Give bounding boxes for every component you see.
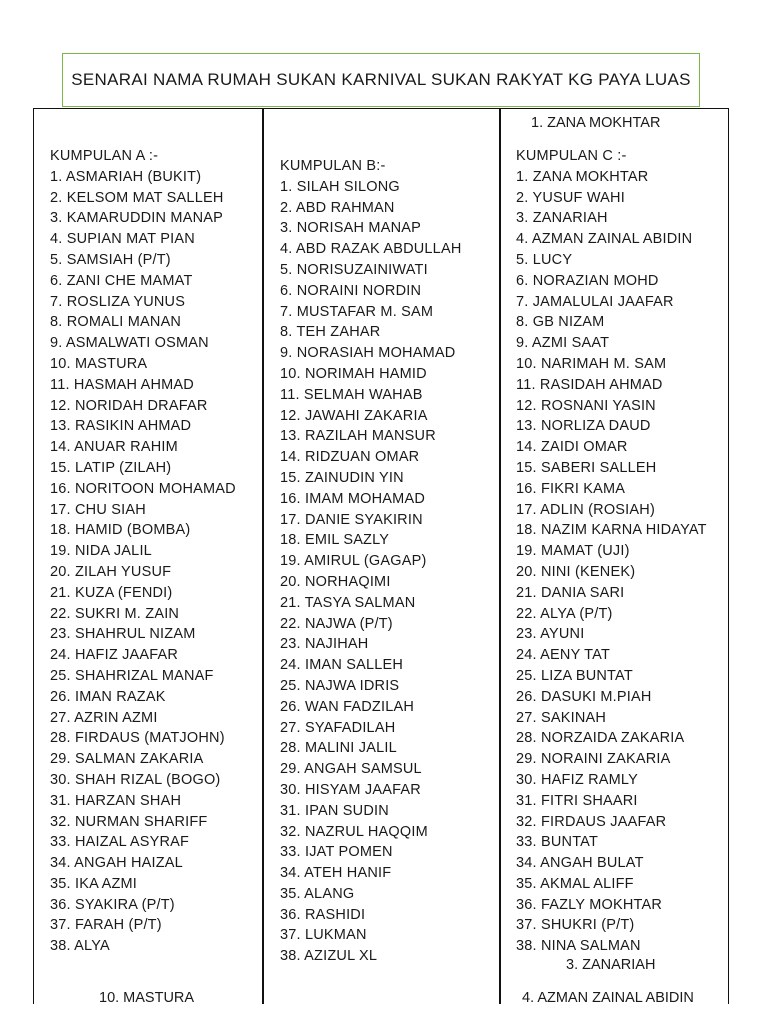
stray-bottom-entry: 10. MASTURA xyxy=(99,990,195,1006)
member-list-item: 18. NAZIM KARNA HIDAYAT xyxy=(516,522,707,539)
member-list-item: 5. NORISUZAINIWATI xyxy=(280,261,428,278)
member-list-item: 23. NAJIHAH xyxy=(280,636,369,653)
member-list-item: 36. RASHIDI xyxy=(280,906,366,923)
stray-bottom-entry: 4. AZMAN ZAINAL ABIDIN xyxy=(522,990,694,1006)
member-list-item: 30. HAFIZ RAMLY xyxy=(516,771,638,788)
member-list-item: 30. HISYAM JAAFAR xyxy=(280,781,421,798)
column-divider xyxy=(499,108,501,1004)
member-list-item: 4. ABD RAZAK ABDULLAH xyxy=(280,241,462,258)
member-list-item: 8. TEH ZAHAR xyxy=(280,324,381,341)
member-list-item: 2. ABD RAHMAN xyxy=(280,199,395,216)
member-list-item: 13. RAZILAH MANSUR xyxy=(280,428,436,445)
member-list-item: 11. SELMAH WAHAB xyxy=(280,386,423,403)
member-list-item: 25. NAJWA IDRIS xyxy=(280,677,400,694)
member-list-item: 18. EMIL SAZLY xyxy=(280,532,390,549)
member-list-item: 1. ASMARIAH (BUKIT) xyxy=(50,168,202,185)
member-list-item: 31. IPAN SUDIN xyxy=(280,802,389,819)
member-list-item: 32. NAZRUL HAQQIM xyxy=(280,823,428,840)
member-list-item: 26. IMAN RAZAK xyxy=(50,688,166,705)
member-list-item: 33. IJAT POMEN xyxy=(280,844,393,861)
page-title: SENARAI NAMA RUMAH SUKAN KARNIVAL SUKAN RAKYAT KG PAYA LUAS xyxy=(71,70,691,89)
member-list-item: 3. ZANARIAH xyxy=(516,210,608,227)
member-list-item: 3. KAMARUDDIN MANAP xyxy=(50,210,223,227)
member-list-item: 19. NIDA JALIL xyxy=(50,543,152,560)
member-list-item: 2. YUSUF WAHI xyxy=(516,189,625,206)
member-list-item: 36. FAZLY MOKHTAR xyxy=(516,896,663,913)
member-list-item: 7. ROSLIZA YUNUS xyxy=(50,293,186,310)
member-list-item: 28. MALINI JALIL xyxy=(280,740,397,757)
member-list-item: 6. ZANI CHE MAMAT xyxy=(50,272,193,289)
member-list-item: 16. NORITOON MOHAMAD xyxy=(50,480,236,497)
member-list-item: 16. FIKRI KAMA xyxy=(516,480,626,497)
member-list-item: 6. NORAINI NORDIN xyxy=(280,282,422,299)
group-header: KUMPULAN C :- xyxy=(516,148,627,164)
member-list-item: 21. KUZA (FENDI) xyxy=(50,584,173,601)
member-list-item: 37. SHUKRI (P/T) xyxy=(516,917,635,934)
member-list-item: 21. DANIA SARI xyxy=(516,584,625,601)
stray-bottom-entry: 3. ZANARIAH xyxy=(566,957,656,973)
member-list-item: 35. IKA AZMI xyxy=(50,875,138,892)
member-list-item: 27. SAKINAH xyxy=(516,709,607,726)
member-list-item: 3. NORISAH MANAP xyxy=(280,220,421,237)
member-list-item: 35. ALANG xyxy=(280,885,355,902)
member-list-item: 8. ROMALI MANAN xyxy=(50,314,182,331)
member-list-item: 21. TASYA SALMAN xyxy=(280,594,416,611)
member-list-item: 12. NORIDAH DRAFAR xyxy=(50,397,208,414)
member-list-item: 10. NARIMAH M. SAM xyxy=(516,355,667,372)
member-list-item: 26. WAN FADZILAH xyxy=(280,698,414,715)
member-list-item: 27. SYAFADILAH xyxy=(280,719,396,736)
member-list-item: 15. SABERI SALLEH xyxy=(516,459,657,476)
member-list-item: 4. SUPIAN MAT PIAN xyxy=(50,231,195,248)
member-list-item: 11. HASMAH AHMAD xyxy=(50,376,194,393)
member-list-item: 37. LUKMAN xyxy=(280,927,367,944)
group-header: KUMPULAN B:- xyxy=(280,158,386,174)
title-box xyxy=(62,53,700,107)
member-list-item: 25. LIZA BUNTAT xyxy=(516,667,633,684)
member-list-item: 33. BUNTAT xyxy=(516,834,599,851)
stray-top-entry: 1. ZANA MOKHTAR xyxy=(531,115,661,131)
member-list-item: 10. MASTURA xyxy=(50,355,148,372)
member-list-item: 24. IMAN SALLEH xyxy=(280,657,404,674)
member-list-item: 12. ROSNANI YASIN xyxy=(516,397,656,414)
member-list-item: 23. SHAHRUL NIZAM xyxy=(50,626,196,643)
member-list-item: 38. NINA SALMAN xyxy=(516,938,641,955)
member-list-item: 34. ANGAH HAIZAL xyxy=(50,855,183,872)
member-list-item: 22. SUKRI M. ZAIN xyxy=(50,605,180,622)
member-list-item: 5. SAMSIAH (P/T) xyxy=(50,251,171,268)
member-list-item: 9. AZMI SAAT xyxy=(516,335,610,352)
member-list-item: 14. ZAIDI OMAR xyxy=(516,439,628,456)
member-list-item: 27. AZRIN AZMI xyxy=(50,709,158,726)
member-list-item: 12. JAWAHI ZAKARIA xyxy=(280,407,428,424)
member-list-item: 22. ALYA (P/T) xyxy=(516,605,613,622)
member-list-item: 20. NINI (KENEK) xyxy=(516,563,636,580)
member-list-item: 1. ZANA MOKHTAR xyxy=(516,168,649,185)
member-list-item: 30. SHAH RIZAL (BOGO) xyxy=(50,771,221,788)
member-list-item: 31. HARZAN SHAH xyxy=(50,792,182,809)
member-list-item: 19. AMIRUL (GAGAP) xyxy=(280,553,427,570)
member-list-item: 33. HAIZAL ASYRAF xyxy=(50,834,190,851)
member-list-item: 20. NORHAQIMI xyxy=(280,573,391,590)
group-c-column xyxy=(516,146,707,957)
member-list-item: 24. HAFIZ JAAFAR xyxy=(50,647,179,664)
member-list-item: 17. ADLIN (ROSIAH) xyxy=(516,501,655,518)
member-list-item: 35. AKMAL ALIFF xyxy=(516,875,634,892)
member-list-item: 17. CHU SIAH xyxy=(50,501,146,518)
member-list-item: 7. JAMALULAI JAAFAR xyxy=(516,293,674,310)
member-list-item: 13. NORLIZA DAUD xyxy=(516,418,651,435)
member-list-item: 8. GB NIZAM xyxy=(516,314,605,331)
member-list-item: 29. SALMAN ZAKARIA xyxy=(50,751,204,768)
member-list-item: 28. FIRDAUS (MATJOHN) xyxy=(50,730,225,747)
group-b-column xyxy=(280,156,462,967)
member-list-item: 15. ZAINUDIN YIN xyxy=(280,469,404,486)
member-list-item: 4. AZMAN ZAINAL ABIDIN xyxy=(516,231,693,248)
member-list-item: 36. SYAKIRA (P/T) xyxy=(50,896,175,913)
member-list-item: 10. NORIMAH HAMID xyxy=(280,365,427,382)
column-divider xyxy=(262,108,264,1004)
member-list-item: 15. LATIP (ZILAH) xyxy=(50,459,172,476)
member-list-item: 32. FIRDAUS JAAFAR xyxy=(516,813,667,830)
group-a-column xyxy=(50,146,236,957)
member-list-item: 2. KELSOM MAT SALLEH xyxy=(50,189,224,206)
member-list-item: 16. IMAM MOHAMAD xyxy=(280,490,425,507)
member-list-item: 20. ZILAH YUSUF xyxy=(50,563,172,580)
member-list-item: 22. NAJWA (P/T) xyxy=(280,615,393,632)
member-list-item: 31. FITRI SHAARI xyxy=(516,792,638,809)
member-list-item: 38. ALYA xyxy=(50,938,110,955)
member-list-item: 29. NORAINI ZAKARIA xyxy=(516,751,671,768)
member-list-item: 34. ANGAH BULAT xyxy=(516,855,644,872)
member-list-item: 17. DANIE SYAKIRIN xyxy=(280,511,423,528)
member-list-item: 38. AZIZUL XL xyxy=(280,948,378,965)
member-list-item: 7. MUSTAFAR M. SAM xyxy=(280,303,434,320)
member-list-item: 34. ATEH HANIF xyxy=(280,865,392,882)
member-list-item: 5. LUCY xyxy=(516,251,573,268)
member-list-item: 26. DASUKI M.PIAH xyxy=(516,688,652,705)
member-list-item: 32. NURMAN SHARIFF xyxy=(50,813,208,830)
member-list-item: 14. ANUAR RAHIM xyxy=(50,439,178,456)
member-list-item: 24. AENY TAT xyxy=(516,647,611,664)
member-list-item: 23. AYUNI xyxy=(516,626,585,643)
member-list-item: 14. RIDZUAN OMAR xyxy=(280,449,420,466)
member-list-item: 9. NORASIAH MOHAMAD xyxy=(280,345,456,362)
member-list-item: 1. SILAH SILONG xyxy=(280,178,400,195)
member-list-item: 11. RASIDAH AHMAD xyxy=(516,376,663,393)
group-header: KUMPULAN A :- xyxy=(50,148,159,164)
member-list-item: 37. FARAH (P/T) xyxy=(50,917,162,934)
member-list-item: 29. ANGAH SAMSUL xyxy=(280,761,422,778)
member-list-item: 25. SHAHRIZAL MANAF xyxy=(50,667,214,684)
member-list-item: 13. RASIKIN AHMAD xyxy=(50,418,192,435)
member-list-item: 18. HAMID (BOMBA) xyxy=(50,522,191,539)
member-list-item: 28. NORZAIDA ZAKARIA xyxy=(516,730,685,747)
member-list-item: 19. MAMAT (UJI) xyxy=(516,543,630,560)
member-list-item: 6. NORAZIAN MOHD xyxy=(516,272,659,289)
member-list-item: 9. ASMALWATI OSMAN xyxy=(50,335,209,352)
